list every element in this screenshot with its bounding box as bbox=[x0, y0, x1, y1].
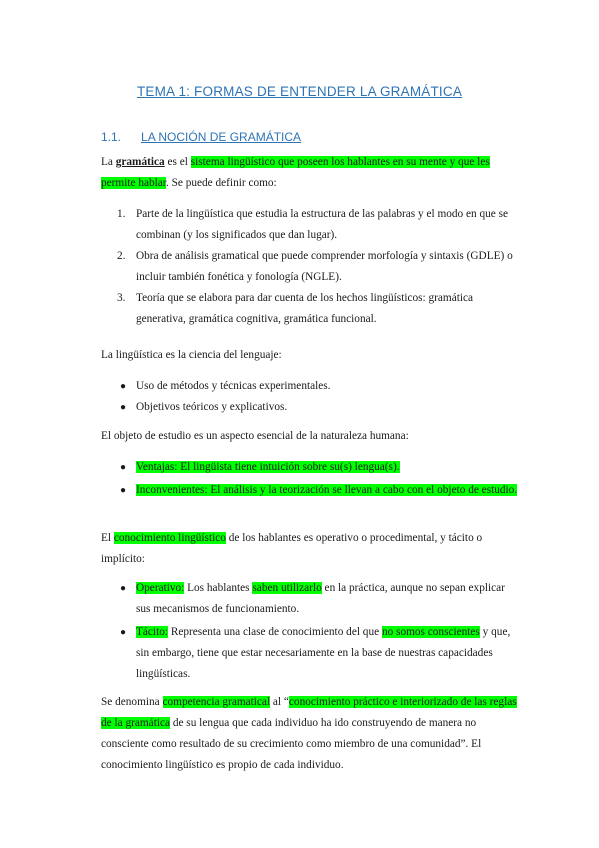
highlighted-text: sistema lingüístico que poseen los hablantes en su mente y que les permite hablar bbox=[101, 156, 490, 189]
bullet-list-pros-cons bbox=[101, 457, 521, 501]
bullet-list-methods bbox=[101, 376, 521, 418]
paragraph-conocimiento bbox=[101, 528, 521, 570]
bullet-icon: ● bbox=[120, 485, 127, 496]
list-item bbox=[101, 457, 521, 478]
highlighted-text: saben utilizarlo bbox=[252, 582, 322, 594]
text-run: El bbox=[101, 532, 114, 544]
list-item bbox=[101, 480, 521, 501]
list-item-text: Parte de la lingüística que estudia la estructura de las palabras y el modo en que se combinan (y los significados que dan lugar). bbox=[136, 208, 509, 241]
list-item bbox=[101, 376, 521, 397]
list-item bbox=[101, 288, 519, 330]
text-run: Los hablantes bbox=[184, 582, 253, 594]
text-run: de los hablantes es operativo o procedimental, y tácito o implícito: bbox=[101, 532, 483, 565]
bullet-list-types bbox=[101, 578, 521, 685]
highlighted-text: Tácito: bbox=[136, 626, 168, 638]
bullet-icon: ● bbox=[120, 462, 127, 473]
paragraph-objeto: El objeto de estudio es un aspecto esencial de la naturaleza humana: bbox=[101, 430, 409, 442]
list-number: 1. bbox=[117, 208, 126, 220]
text-run: al “ bbox=[270, 696, 289, 708]
highlighted-text: Inconvenientes: El análisis y la teorización se llevan a cabo con el objeto de estudio. bbox=[136, 484, 518, 496]
bullet-icon: ● bbox=[120, 583, 127, 594]
paragraph-definition bbox=[101, 152, 521, 194]
text-run: es el bbox=[164, 156, 191, 168]
document-title: TEMA 1: FORMAS DE ENTENDER LA GRAMÁTICA bbox=[136, 84, 463, 99]
bullet-icon: ● bbox=[120, 402, 127, 413]
text-run: Representa una clase de conocimiento del que bbox=[168, 626, 382, 638]
highlighted-text: Ventajas: El lingüista tiene intuición sobre su(s) lengua(s). bbox=[136, 461, 400, 473]
section-title: LA NOCIÓN DE GRAMÁTICA bbox=[141, 130, 302, 144]
text-run: y que, sin embargo, tiene que estar necesariamente en la base de nuestras capacidades lingüísticas. bbox=[136, 626, 511, 680]
list-item-text: Objetivos teóricos y explicativos. bbox=[136, 401, 288, 413]
highlighted-text: Operativo: bbox=[136, 582, 185, 594]
list-item bbox=[101, 578, 521, 620]
list-number: 2. bbox=[117, 250, 126, 262]
text-run: Se denomina bbox=[101, 696, 163, 708]
list-item bbox=[101, 397, 521, 418]
numbered-list bbox=[101, 204, 519, 330]
section-number: 1.1. bbox=[101, 130, 122, 144]
highlighted-text: competencia gramatical bbox=[162, 696, 271, 708]
section-heading bbox=[101, 130, 301, 144]
list-item bbox=[101, 246, 519, 288]
text-run: en la práctica, aunque no sepan explicar sus mecanismos de funcionamiento. bbox=[136, 582, 505, 615]
text-run: de su lengua que cada individuo ha ido construyendo de manera no consciente como resultado de su crecimiento como miembro de una comunidad”. El conocimiento lingüístico es propio de cada individuo. bbox=[101, 717, 482, 771]
bullet-icon: ● bbox=[120, 627, 127, 638]
list-item-text: Uso de métodos y técnicas experimentales. bbox=[136, 380, 331, 392]
paragraph-competencia bbox=[101, 692, 521, 776]
list-item bbox=[101, 622, 521, 685]
list-item-text: Obra de análisis gramatical que puede comprender morfología y sintaxis (GDLE) o incluir también fonética y fonología (NGLE). bbox=[136, 250, 513, 283]
term-gramatica: gramática bbox=[115, 156, 165, 168]
highlighted-text: no somos conscientes bbox=[381, 626, 480, 638]
list-item bbox=[101, 204, 519, 246]
bullet-icon: ● bbox=[120, 381, 127, 392]
text-run: . Se puede definir como: bbox=[165, 177, 277, 189]
list-item-text: Teoría que se elabora para dar cuenta de los hechos lingüísticos: gramática generativa, gramática cognitiva, gramática funcional. bbox=[136, 292, 474, 325]
highlighted-text: conocimiento lingüístico bbox=[113, 532, 226, 544]
highlighted-text: conocimiento práctico e interiorizado de las reglas de la gramática bbox=[101, 696, 517, 729]
list-number: 3. bbox=[117, 292, 126, 304]
text-run: La bbox=[101, 156, 116, 168]
paragraph-lingustica: La lingüística es la ciencia del lenguaje: bbox=[101, 349, 282, 361]
